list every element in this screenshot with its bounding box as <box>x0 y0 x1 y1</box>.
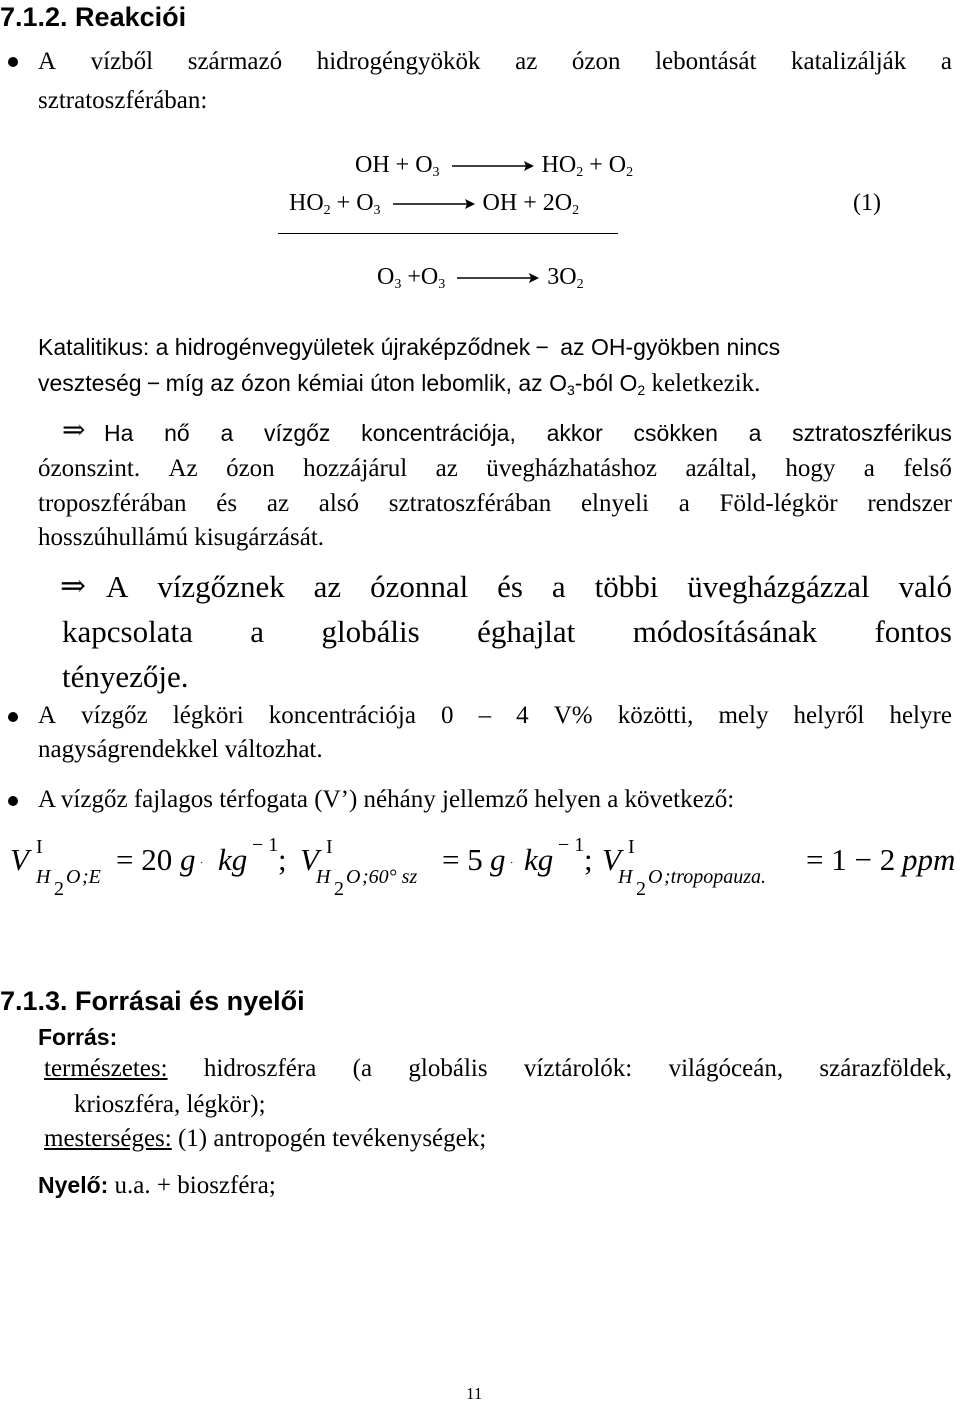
implies-arrow-icon: ⇒ <box>60 568 86 603</box>
word: az <box>266 490 290 517</box>
word: ózon <box>571 48 621 75</box>
termeszetes-line2: krioszféra, légkör); <box>74 1091 266 1118</box>
word: Ha <box>104 420 134 446</box>
word: azáltal, <box>685 455 757 482</box>
reaction-2: $HO_2 + O_3$ OH + $2O_2$ <box>289 190 580 218</box>
word: és <box>216 490 238 517</box>
termeszetes-word: világóceán, <box>668 1055 784 1082</box>
word: vízgőz <box>263 420 331 446</box>
word: felső <box>903 455 952 482</box>
word: üvegházhatáshoz <box>486 455 658 482</box>
specific-volume-formula: V I H 2 O ;E = 20 g ⋅ kg − 1 ; V I H 2 O ;60° sz = 5 g ⋅ kg − 1 ; V I H 2 O ;tropopauza. = 1 − 2 ppm <box>10 834 956 900</box>
katalitikus-line1: Katalitikus: a hidrogénvegyületek újraképződnek − az OH-gyökben nincs <box>38 334 781 360</box>
word: helyről <box>793 702 865 729</box>
word: az <box>515 48 538 75</box>
word: Az <box>168 455 198 482</box>
word: vízgőznek <box>157 569 285 604</box>
word: származó <box>187 48 283 75</box>
word: a <box>220 420 234 446</box>
termeszetes-line1 <box>44 1052 952 1086</box>
word: légköri <box>172 702 244 729</box>
word: 4 <box>516 702 529 729</box>
word: Föld-légkör <box>719 490 838 517</box>
word: hidrogéngyökök <box>316 48 481 75</box>
bullet2-line1 <box>38 699 952 733</box>
mesterseges-label: mesterséges: <box>44 1125 172 1152</box>
implication1-line4: hosszúhullámú kisugárzását. <box>38 524 325 551</box>
nyelo-line: Nyelő: u.a. + bioszféra; <box>38 1172 276 1199</box>
implication2-line2 <box>62 612 952 652</box>
word: nő <box>164 420 190 446</box>
nyelo-label: Nyelő: <box>38 1172 109 1198</box>
word: katalizálják <box>791 48 907 75</box>
word: A <box>38 48 57 75</box>
word: többi <box>594 569 659 604</box>
bullet-dot <box>8 796 18 806</box>
word: sztratoszférikus <box>792 420 952 446</box>
word: hogy <box>785 455 836 482</box>
word: kapcsolata <box>62 614 193 649</box>
word: a <box>748 420 762 446</box>
termeszetes-word: hidroszféra <box>203 1055 317 1082</box>
word: és <box>497 569 523 604</box>
reaction-arrow-icon <box>387 197 477 211</box>
word: vízből <box>90 48 154 75</box>
section-title-7-1-2: 7.1.2. Reakciói <box>0 2 187 32</box>
word: éghajlat <box>477 614 576 649</box>
reaction-arrow-icon <box>451 271 541 285</box>
word: vízgőz <box>81 702 148 729</box>
termeszetes-label: természetes: <box>44 1055 168 1082</box>
implication1-line1 <box>104 416 952 450</box>
word: a <box>551 569 566 604</box>
word: A <box>38 702 57 729</box>
implication1-line2 <box>38 452 952 486</box>
word: hozzájárul <box>303 455 408 482</box>
termeszetes-word: víztárolók: <box>523 1055 633 1082</box>
sum-line <box>278 233 618 234</box>
word: a <box>678 490 690 517</box>
word: való <box>898 569 952 604</box>
word: koncentrációja <box>268 702 416 729</box>
implication1-line3 <box>38 487 952 521</box>
word: ózonnal <box>370 569 469 604</box>
bullet1-line2: sztratoszférában: <box>38 87 208 114</box>
word: csökken <box>633 420 718 446</box>
word: a <box>940 48 952 75</box>
word: elnyeli <box>580 490 649 517</box>
bullet-dot <box>8 712 18 722</box>
termeszetes-word: szárazföldek, <box>819 1055 952 1082</box>
word: A <box>106 569 129 604</box>
katalitikus-line2: veszteség − míg az ózon kémiai úton lebomlik, az $O_3$-ból $O_2$ keletkezik. <box>38 370 761 398</box>
word: ózon <box>226 455 275 482</box>
word: koncentrációja, <box>361 420 516 446</box>
word: troposzférában <box>38 490 187 517</box>
word: V% <box>553 702 593 729</box>
equation-label: (1) <box>853 190 881 216</box>
bullet2-line2: nagyságrendekkel változhat. <box>38 736 323 763</box>
section-title-7-1-3: 7.1.3. Forrásai és nyelői <box>0 986 305 1016</box>
forras-heading: Forrás: <box>38 1024 118 1050</box>
word: a <box>250 614 265 649</box>
implication2-line1 <box>106 567 952 607</box>
mesterseges-line: mesterséges: (1) antropogén tevékenységek; <box>44 1125 487 1152</box>
word: sztratoszférában <box>388 490 552 517</box>
word: – <box>478 702 492 729</box>
bullet3-text: A vízgőz fajlagos térfogata (V’) néhány jellemző helyen a következő: <box>38 786 735 813</box>
word: globális <box>321 614 420 649</box>
word: rendszer <box>867 490 952 517</box>
reaction-arrow-icon <box>446 159 536 173</box>
word: mely <box>718 702 769 729</box>
reaction-net: $O_3 +O_3$ $3O_2$ <box>377 264 584 292</box>
page-number: 11 <box>466 1384 483 1403</box>
word: a <box>863 455 875 482</box>
word: helyre <box>889 702 952 729</box>
bullet1-line1 <box>38 45 952 79</box>
word: fontos <box>874 614 952 649</box>
word: akkor <box>546 420 603 446</box>
word: az <box>313 569 342 604</box>
word: ózonszint. <box>38 455 141 482</box>
word: az <box>435 455 458 482</box>
implication2-line3: tényezője. <box>62 659 189 694</box>
word: alsó <box>318 490 360 517</box>
implies-arrow-icon: ⇒ <box>62 415 86 446</box>
reaction-1: OH + $O_3$ $HO_2 + O_2$ <box>355 152 634 180</box>
termeszetes-word: (a <box>352 1055 373 1082</box>
termeszetes-word: globális <box>408 1055 488 1082</box>
word: üvegházgázzal <box>687 569 870 604</box>
word: lebontását <box>655 48 757 75</box>
word: módosításának <box>632 614 818 649</box>
word: közötti, <box>617 702 694 729</box>
bullet-dot <box>8 57 18 67</box>
word: 0 <box>441 702 454 729</box>
